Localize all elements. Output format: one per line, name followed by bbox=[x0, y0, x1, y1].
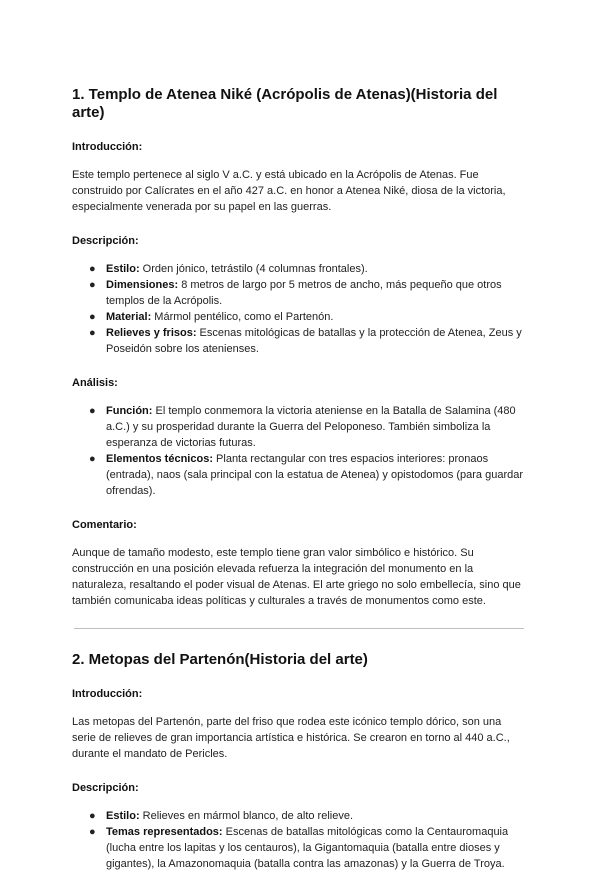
item-label: Relieves y frisos: bbox=[106, 327, 197, 339]
item-text: El templo conmemora la victoria ateniense en la Batalla de Salamina (480 a.C.) y su prosperidad durante la Guerra del Peloponeso. También simboliza la esperanza de victorias futuras. bbox=[106, 405, 516, 449]
item-text: Escenas de batallas mitológicas como la Centauromaquia (lucha entre los lapitas y los centauros), la Gigantomaquia (batalla entre dioses y gigantes), la Amazonomaquia (batalla contra las amazonas) y la Guerra de Troya. bbox=[106, 826, 509, 870]
bullet-icon: ● bbox=[89, 826, 96, 838]
bullet-icon: ● bbox=[89, 453, 96, 465]
bullet-icon: ● bbox=[89, 405, 96, 417]
section-1-comment-heading: Comentario: bbox=[72, 519, 137, 531]
section-1-intro-text: Este templo pertenece al siglo V a.C. y está ubicado en la Acrópolis de Atenas. Fue construido por Calícrates en el año 427 a.C. en honor a Atenea Niké, diosa de la victoria, especialmente venerada por su papel en las guerras. bbox=[72, 169, 506, 213]
section-divider bbox=[74, 628, 524, 629]
list-item bbox=[89, 808, 528, 824]
item-label: Estilo: bbox=[106, 263, 140, 275]
list-item bbox=[89, 325, 528, 357]
bullet-icon: ● bbox=[89, 263, 96, 275]
section-2-description-heading: Descripción: bbox=[72, 782, 139, 794]
item-text: 8 metros de largo por 5 metros de ancho, más pequeño que otros templos de la Acrópolis. bbox=[106, 279, 502, 307]
bullet-icon: ● bbox=[89, 327, 96, 339]
list-item bbox=[89, 403, 528, 451]
item-text: Orden jónico, tetrástilo (4 columnas frontales). bbox=[139, 263, 368, 275]
section-2-intro-text: Las metopas del Partenón, parte del friso que rodea este icónico templo dórico, son una serie de relieves de gran importancia artística e histórica. Se crearon en torno al 440 a.C., durante el mandato de Pericles. bbox=[72, 716, 510, 760]
item-label: Dimensiones: bbox=[106, 279, 179, 291]
list-item bbox=[89, 277, 528, 309]
section-2-title: 2. Metopas del Partenón(Historia del arte) bbox=[72, 651, 368, 668]
list-item bbox=[89, 261, 528, 277]
section-1-description-list bbox=[72, 261, 528, 357]
section-2-description-list bbox=[72, 808, 528, 872]
section-1-title: 1. Templo de Atenea Niké (Acrópolis de Atenas)(Historia del arte) bbox=[72, 86, 498, 121]
item-label: Función: bbox=[106, 405, 153, 417]
item-text: Escenas mitológicas de batallas y la protección de Atenea, Zeus y Poseidón sobre los atenienses. bbox=[106, 327, 522, 355]
section-1-analysis-list bbox=[72, 403, 528, 499]
list-item bbox=[89, 309, 528, 325]
item-label: Temas representados: bbox=[106, 826, 223, 838]
document-page bbox=[72, 86, 528, 891]
section-2-intro-heading: Introducción: bbox=[72, 688, 143, 700]
bullet-icon: ● bbox=[89, 311, 96, 323]
section-1-comment-text: Aunque de tamaño modesto, este templo tiene gran valor simbólico e histórico. Su construcción en una posición elevada refuerza la integración del monumento en la naturaleza, resaltando el poder visual de Atenas. El arte griego no solo embellecía, sino que también comunicaba ideas políticas y culturales a través de monumentos como este. bbox=[72, 547, 521, 607]
bullet-icon: ● bbox=[89, 810, 96, 822]
section-1-intro-heading: Introducción: bbox=[72, 141, 143, 153]
list-item bbox=[89, 451, 528, 499]
item-text: Relieves en mármol blanco, de alto relieve. bbox=[139, 810, 354, 822]
item-label: Estilo: bbox=[106, 810, 140, 822]
bullet-icon: ● bbox=[89, 279, 96, 291]
item-text: Planta rectangular con tres espacios interiores: pronaos (entrada), naos (sala principal con la estatua de Atenea) y opistodomos (para guardar ofrendas). bbox=[106, 453, 524, 497]
item-label: Elementos técnicos: bbox=[106, 453, 213, 465]
item-label: Material: bbox=[106, 311, 152, 323]
list-item bbox=[89, 824, 528, 872]
section-1-description-heading: Descripción: bbox=[72, 235, 139, 247]
section-1-analysis-heading: Análisis: bbox=[72, 377, 118, 389]
item-text: Mármol pentélico, como el Partenón. bbox=[151, 311, 334, 323]
